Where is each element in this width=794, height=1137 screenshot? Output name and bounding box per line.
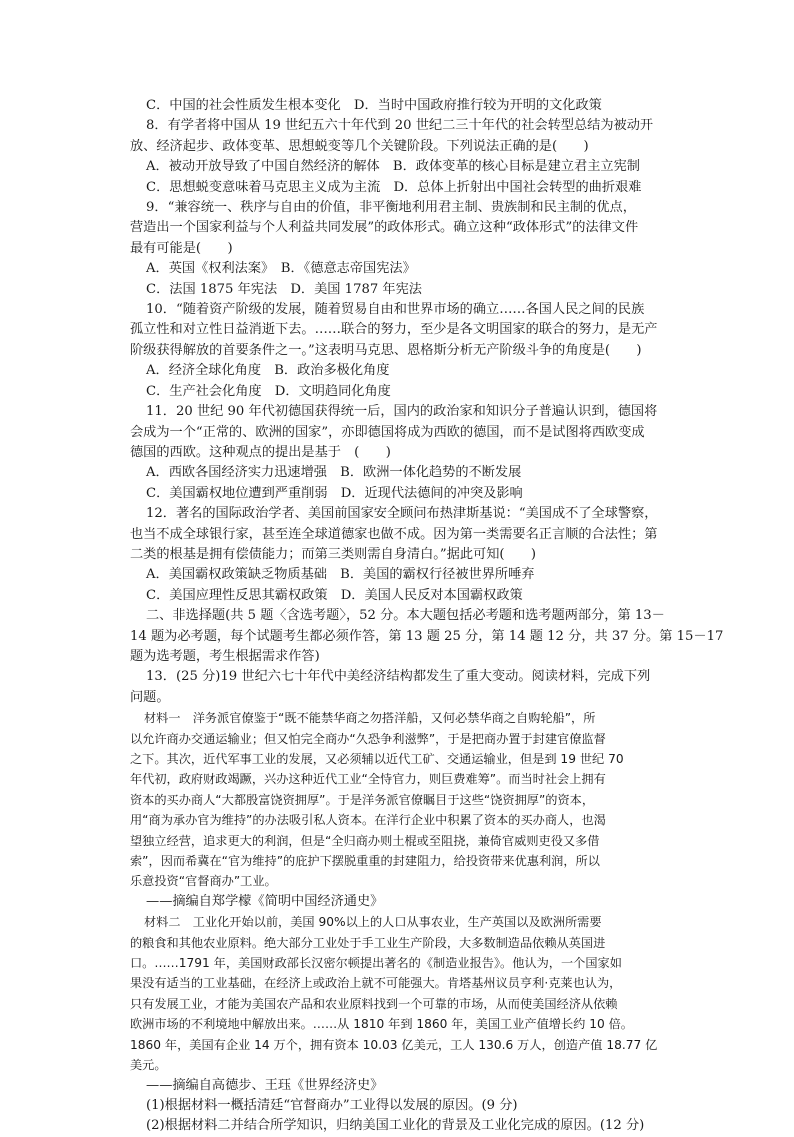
material-one-line: 以允许商办交通运输业；但又怕完全商办“久恐争利滋弊”，于是把商办置于封建官僚监督 [130, 731, 606, 746]
material-one [130, 708, 670, 892]
question-line: C．思想蜕变意味着马克思主义成为主流 D．总体上折射出中国社会转型的曲折艰难 [146, 179, 642, 195]
question-line: 14 题为必考题，每个试题考生都必须作答，第 13 题 25 分，第 14 题 12 分，共 37 分。第 15－17 [130, 628, 724, 644]
material-two-line: 只有发展工业，才能为美国农产品和农业原料找到一个可靠的市场，从而使美国经济从依赖 [130, 996, 618, 1011]
material-two-line: 美元。 [130, 1058, 167, 1073]
question-line: A．英国《权利法案》 B．《德意志帝国宪法》 [146, 261, 416, 277]
material-one-line: 望独立经营，追求更大的利润，但是“全归商办则土棍或至阻挠，兼倚官威则吏役又多借 [130, 833, 600, 848]
material-two-line: 的粮食和其他农业原料。绝大部分工业处于手工业生产阶段，大多数制造品依赖从英国进 [130, 935, 606, 950]
question-line: 8．有学者将中国从 19 世纪五六十年代到 20 世纪二三十年代的社会转型总结为被动开 [146, 118, 654, 134]
material-two-line: 1860 年，美国有企业 14 万个，拥有资本 10.03 亿美元，工人 130.6 万人，创造产值 18.77 亿 [130, 1037, 658, 1052]
question-line: 9．“兼容统一、秩序与自由的价值，非平衡地利用君主制、贵族制和民主制的优点， [146, 200, 636, 216]
question-line: 11．20 世纪 90 年代初德国获得统一后，国内的政治家和知识分子普遍认识到，德国将 [146, 404, 658, 420]
question-line: A．被动开放导致了中国自然经济的解体 B．政体变革的核心目标是建立君主立宪制 [146, 159, 640, 175]
question-13-part-2: (2)根据材料二并结合所学知识，归纳美国工业化的背景及工业化完成的原因。(12 分) [146, 1118, 645, 1134]
material-two [130, 912, 670, 1075]
material-one-source: ——摘编自郑学檬《简明中国经济通史》 [146, 893, 384, 909]
question-line: C．法国 1875 年宪法 D．美国 1787 年宪法 [146, 281, 422, 297]
question-line: 营造出一个国家利益与个人利益共同发展”的政体形式。确立这种“政体形式”的法律文件 [130, 220, 639, 236]
material-two-line: 口。……1791 年，美国财政部长汉密尔顿提出著名的《制造业报告》。他认为，一个国家如 [130, 956, 622, 971]
question-line: 最有可能是( ) [130, 240, 233, 256]
question-text-block [130, 96, 724, 708]
question-line: 题为选考题，考生根据需求作答) [130, 648, 320, 664]
question-line: A．美国霸权政策缺乏物质基础 B．美国的霸权行径被世界所唾弃 [146, 567, 535, 583]
question-13-part-1: (1)根据材料一概括清廷“官督商办”工业得以发展的原因。(9 分) [146, 1097, 518, 1113]
material-one-line: 资本的买办商人“大都殷富饶资拥厚”。于是洋务派官僚瞩目于这些“饶资拥厚”的资本， [130, 792, 595, 807]
question-line: 12．著名的国际政治学者、美国前国家安全顾问布热津斯基说：“美国成不了全球警察， [146, 506, 658, 522]
question-line: 问题。 [130, 689, 170, 705]
question-line: 孤立性和对立性日益消逝下去。……联合的努力，至少是各文明国家的联合的努力，是无产 [130, 322, 658, 338]
question-line: 也当不成全球银行家，甚至连全球道德家也做不成。因为第一类需要名正言顺的合法性；第 [130, 526, 658, 542]
material-one-line: 材料一 洋务派官僚鉴于“既不能禁华商之勿搭洋船，又何必禁华商之自购轮船”，所 [144, 711, 596, 726]
question-line: A．西欧各国经济实力迅速增强 B．欧洲一体化趋势的不断发展 [146, 465, 522, 481]
material-one-line: 用“商为承办官为维持”的办法吸引私人资本。在洋行企业中积累了资本的买办商人，也渴 [130, 813, 606, 828]
material-two-line: 材料二 工业化开始以前，美国 90%以上的人口从事农业，生产英国以及欧洲所需要 [144, 915, 602, 930]
material-two-line: 果没有适当的工业基础，在经济上或政治上就不可能强大。肯塔基州议员亨利·克莱也认为， [130, 976, 622, 991]
material-two-line: 欧洲市场的不利境地中解放出来。……从 1810 年到 1860 年，美国工业产值增长约 10 倍。 [130, 1017, 633, 1032]
material-one-line: 乐意投资“官督商办”工业。 [130, 874, 277, 889]
question-line: 二、非选择题(共 5 题〈含选考题〉，52 分。本大题包括必考题和选考题两部分，第 13－ [146, 608, 665, 624]
question-line: 10．“随着资产阶级的发展，随着贸易自由和世界市场的确立……各国人民之间的民族 [146, 302, 645, 318]
question-line: C．中国的社会性质发生根本变化 D．当时中国政府推行较为开明的文化政策 [146, 98, 602, 113]
material-one-line: 之下。其次，近代军事工业的发展，又必须辅以近代工矿、交通运输业，但是到 19 世纪 70 [130, 752, 624, 766]
exam-page [130, 96, 724, 1137]
question-line: C．生产社会化角度 D．文明趋同化角度 [146, 383, 391, 399]
question-line: 会成为一个“正常的、欧洲的国家”，亦即德国将成为西欧的德国，而不是试图将西欧变成 [130, 424, 645, 440]
question-line: C．美国应理性反思其霸权政策 D．美国人民反对本国霸权政策 [146, 587, 523, 603]
question-line: A．经济全球化角度 B．政治多极化角度 [146, 363, 390, 379]
material-two-source: ——摘编自高德步、王珏《世界经济史》 [146, 1077, 384, 1093]
question-line: 13．(25 分)19 世纪六七十年代中美经济结构都发生了重大变动。阅读材料，完成下列 [146, 669, 651, 685]
question-line: 德国的西欧。这种观点的提出是基于 ( ) [130, 444, 391, 460]
question-line: 放、经济起步、政体变革、思想蜕变等几个关键阶段。下列说法正确的是( ) [130, 138, 589, 154]
material-one-line: 索”，因而希冀在“官为维持”的庇护下摆脱重重的封建阻力，给投资带来优惠利润，所以 [130, 854, 600, 869]
question-line: 阶级获得解放的首要条件之一。”这表明马克思、恩格斯分析无产阶级斗争的角度是( ) [130, 342, 642, 358]
material-one-line: 年代初，政府财政竭蹶，兴办这种近代工业“全恃官力，则巨费难筹”。而当时社会上拥有 [130, 772, 606, 787]
question-line: C．美国霸权地位遭到严重削弱 D．近现代法德间的冲突及影响 [146, 485, 523, 501]
question-line: 二类的根基是拥有偿债能力；而第三类则需自身清白。”据此可知( ) [130, 546, 537, 562]
